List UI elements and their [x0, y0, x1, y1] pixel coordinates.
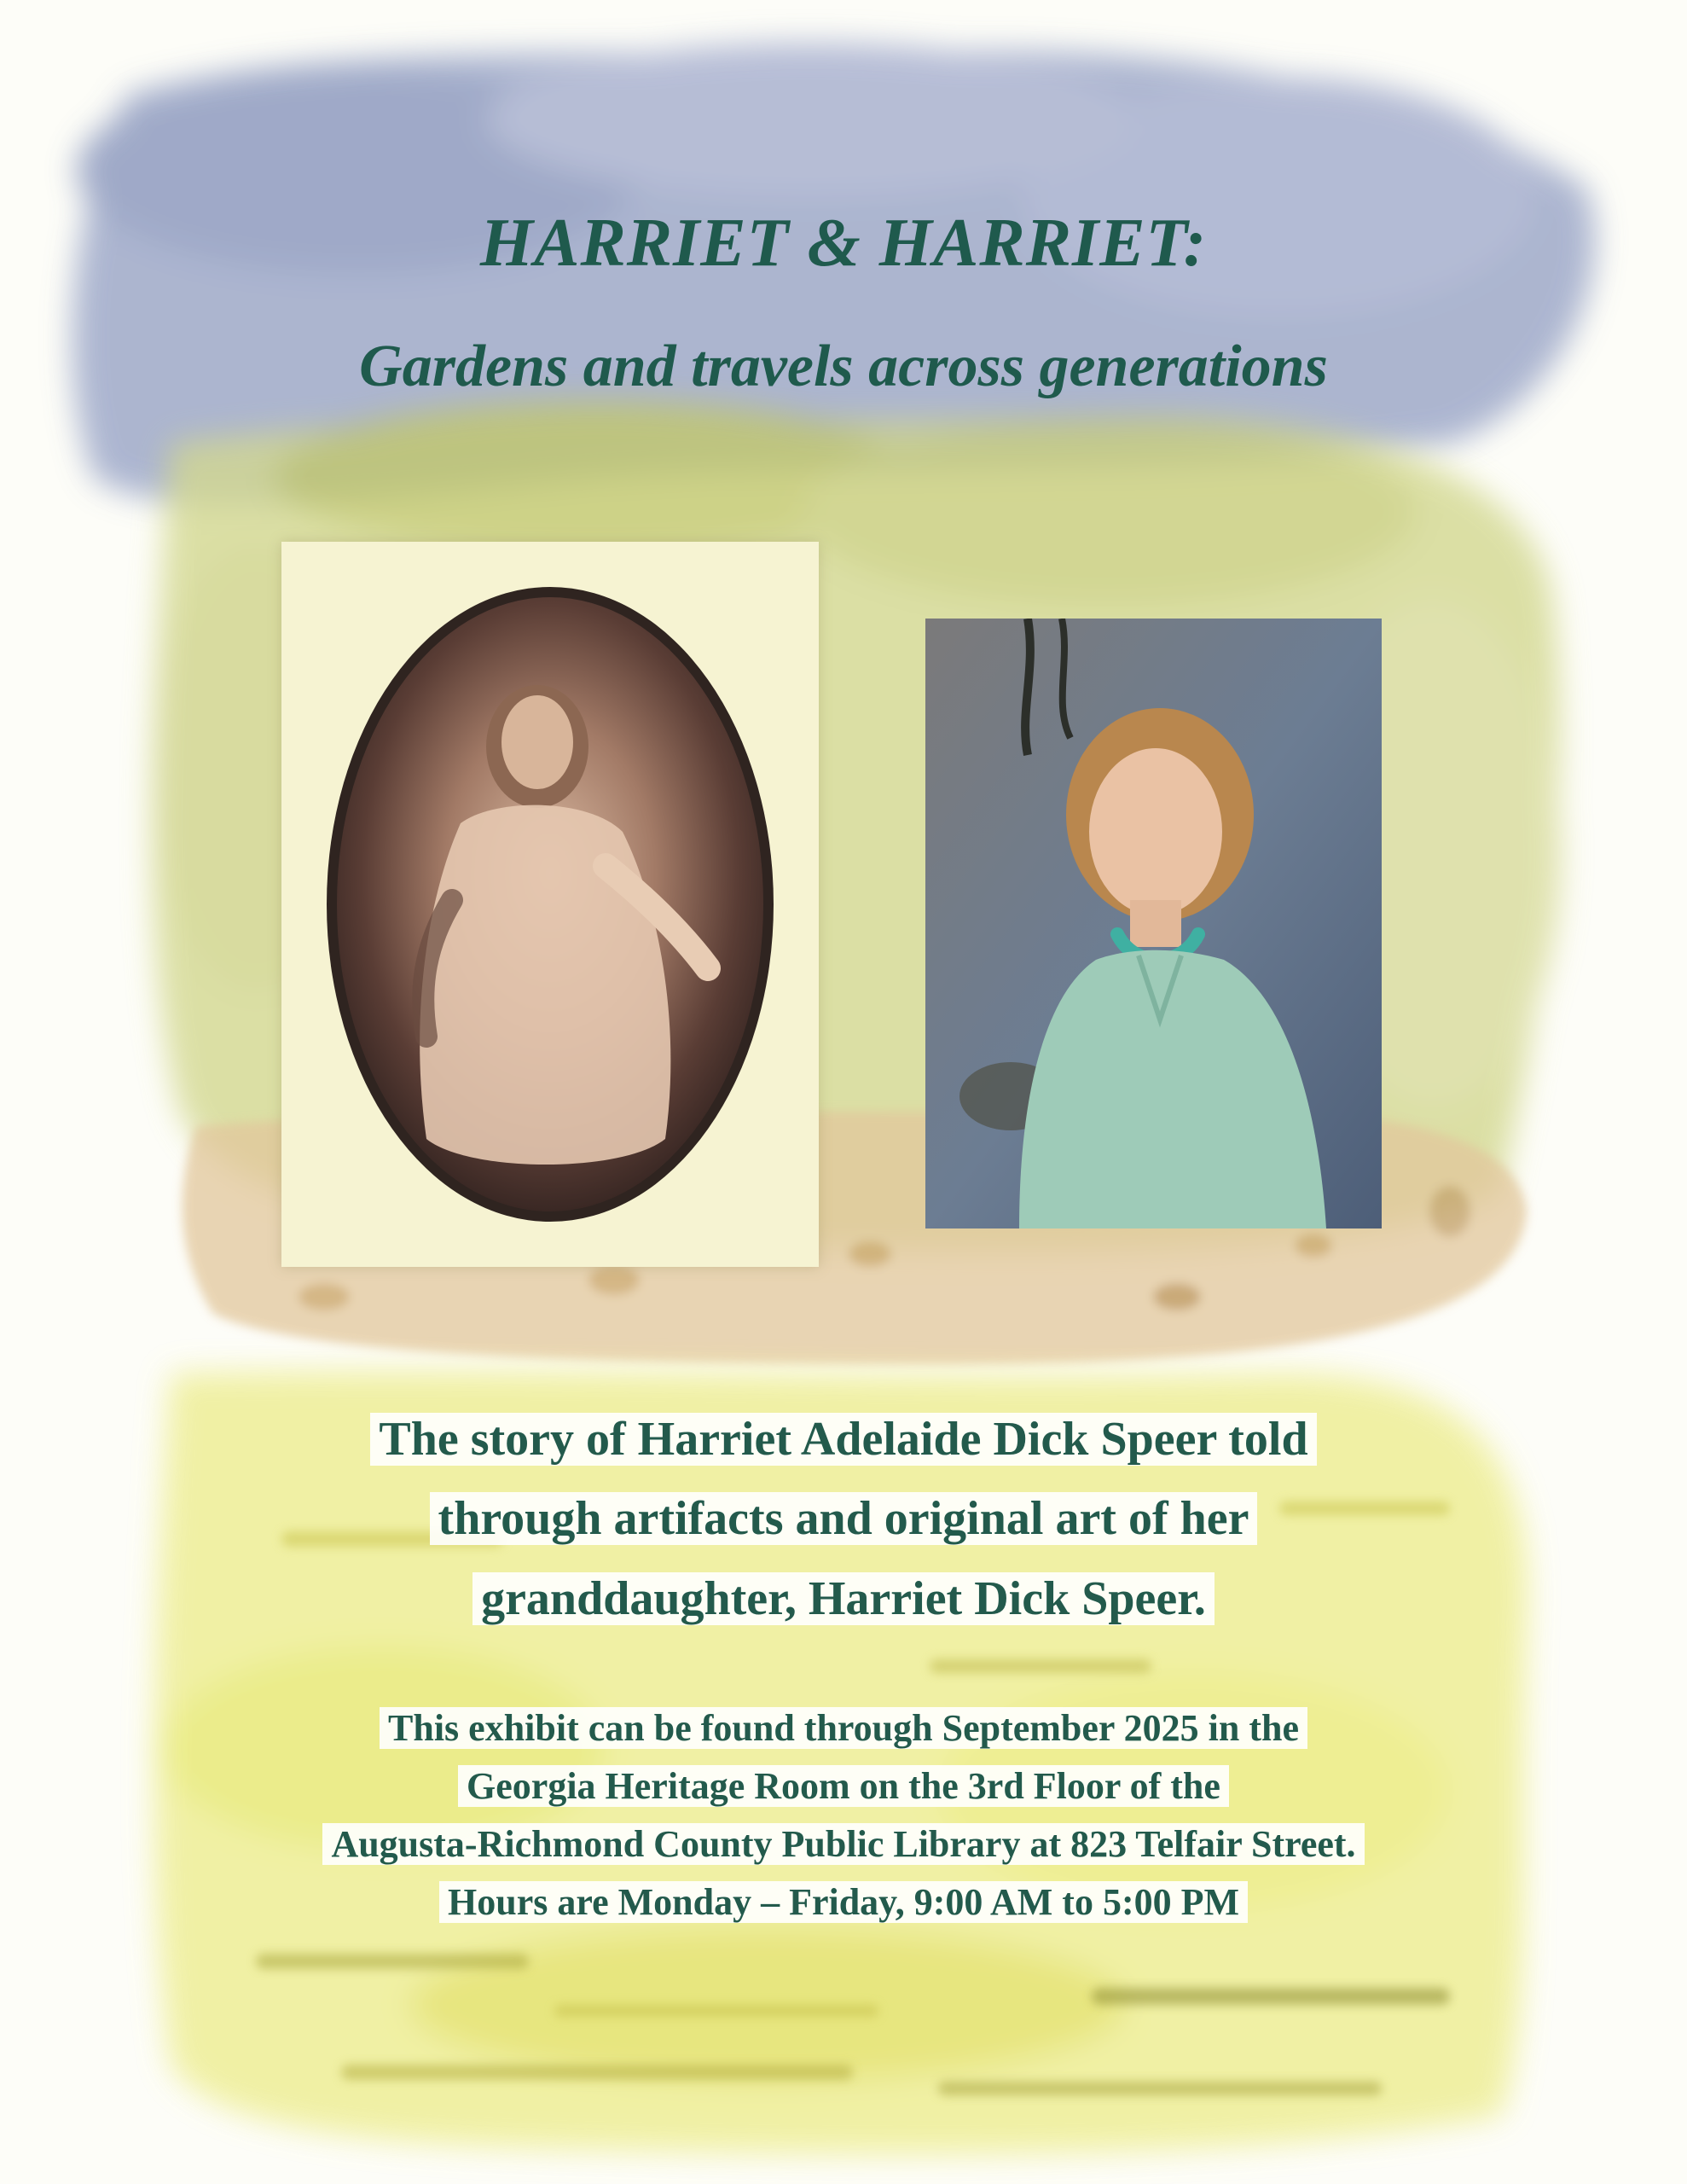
portrait-woman-icon	[925, 619, 1382, 1228]
poster-title: HARRIET & HARRIET:	[479, 206, 1208, 281]
info-line-2: Georgia Heritage Room on the 3rd Floor of the	[0, 1764, 1687, 1808]
info-line-3: Augusta-Richmond County Public Library at 823 Telfair Street.	[0, 1822, 1687, 1866]
info-line-4: Hours are Monday – Friday, 9:00 AM to 5:00 PM	[0, 1880, 1687, 1924]
vintage-portrait-photo	[281, 542, 819, 1267]
info-line-1: This exhibit can be found through September 2025 in the	[0, 1706, 1687, 1750]
story-line-3: granddaughter, Harriet Dick Speer.	[0, 1571, 1687, 1626]
story-line-1: The story of Harriet Adelaide Dick Speer told	[0, 1412, 1687, 1467]
modern-portrait-photo	[925, 619, 1382, 1228]
vintage-oval-portrait-icon	[281, 542, 819, 1267]
story-line-2: through artifacts and original art of her	[0, 1491, 1687, 1546]
poster-subtitle: Gardens and travels across generations	[359, 334, 1328, 399]
yellow-wash	[154, 1371, 1528, 2154]
